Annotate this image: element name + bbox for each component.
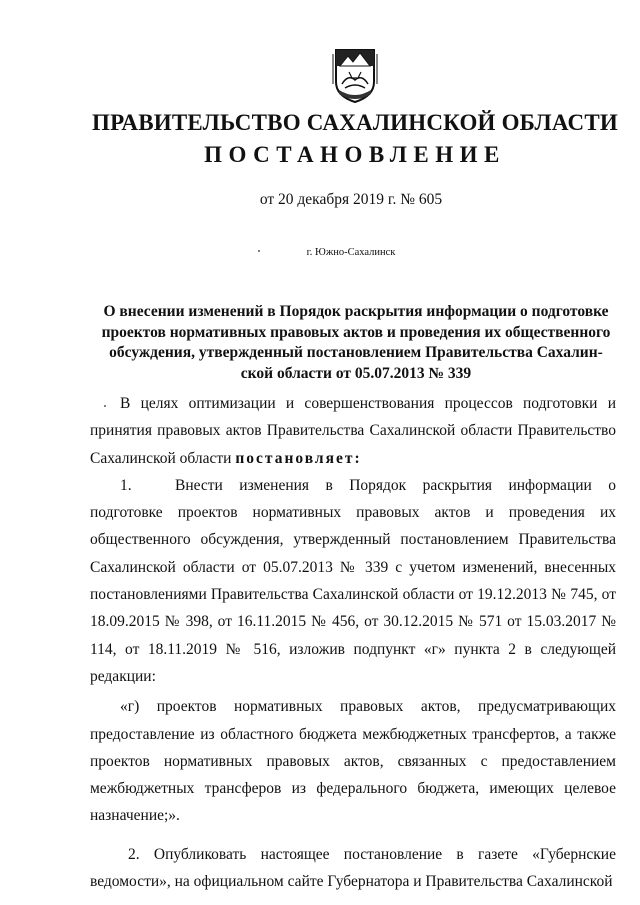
preamble-text: В целях оптимизации и совершенствования процессов подготовки и принятия правовых актов Правительства Сахалинской области Правительство Сахалинской области: [90, 395, 616, 467]
item-1-paragraph: [90, 472, 616, 690]
item-1-text: Внести изменения в Порядок раскрытия информации о подготовке проектов нормативных правовых актов и проведения их общественного обсуждения, утвержденный постановлением Правительства Сахалинской области от 05.07.2013 № 339 с учетом изменений, внесенных постановлениями Правительства Сахалинской области от 19.12.2013 № 745, от 18.09.2015 № 398, от 16.11.2015 № 456, от 30.12.2015 № 571 от 15.03.2017 № 114, от 18.11.2019 № 516, изложив подпункт «г» пункта 2 в следующей редакции:: [90, 476, 616, 685]
document-subject: [92, 302, 620, 384]
organization-title: ПРАВИТЕЛЬСТВО САХАЛИНСКОЙ ОБЛАСТИ: [92, 110, 618, 135]
item-1-number: 1.: [120, 476, 132, 494]
document-type: ПОСТАНОВЛЕНИЕ: [204, 142, 506, 167]
document-date-number: от 20 декабря 2019 г. № 605: [259, 191, 443, 208]
subject-line: проектов нормативных правовых актов и проведения их общественного: [101, 323, 611, 341]
subject-line: обсуждения, утвержденный постановлением Правительства Сахалин-: [109, 344, 603, 361]
quoted-amendment-paragraph: «г) проектов нормативных правовых актов, предусматривающих предоставление из областного бюджета межбюджетных трансфертов, а также проектов нормативных правовых актов, связанных с предоставлением межбюджетных трансферов из федерального бюджета, имеющих целевое назначение;».: [90, 698, 616, 825]
item-2-paragraph: 2. Опубликовать настоящее постановление в газете «Губернские ведомости», на официальном сайте Губернатора и Правительства Сахалинской: [90, 845, 616, 891]
subject-line: ской области от 05.07.2013 № 339: [240, 364, 472, 382]
sakhalin-coat-of-arms-icon: [330, 44, 380, 104]
document-body: [90, 390, 616, 895]
preamble-keyword: постановляет:: [235, 449, 362, 467]
document-city: г. Южно-Сахалинск: [306, 247, 396, 258]
subject-line: О внесении изменений в Порядок раскрытия информации о подготовке: [103, 303, 609, 320]
preamble-paragraph: [90, 390, 616, 472]
